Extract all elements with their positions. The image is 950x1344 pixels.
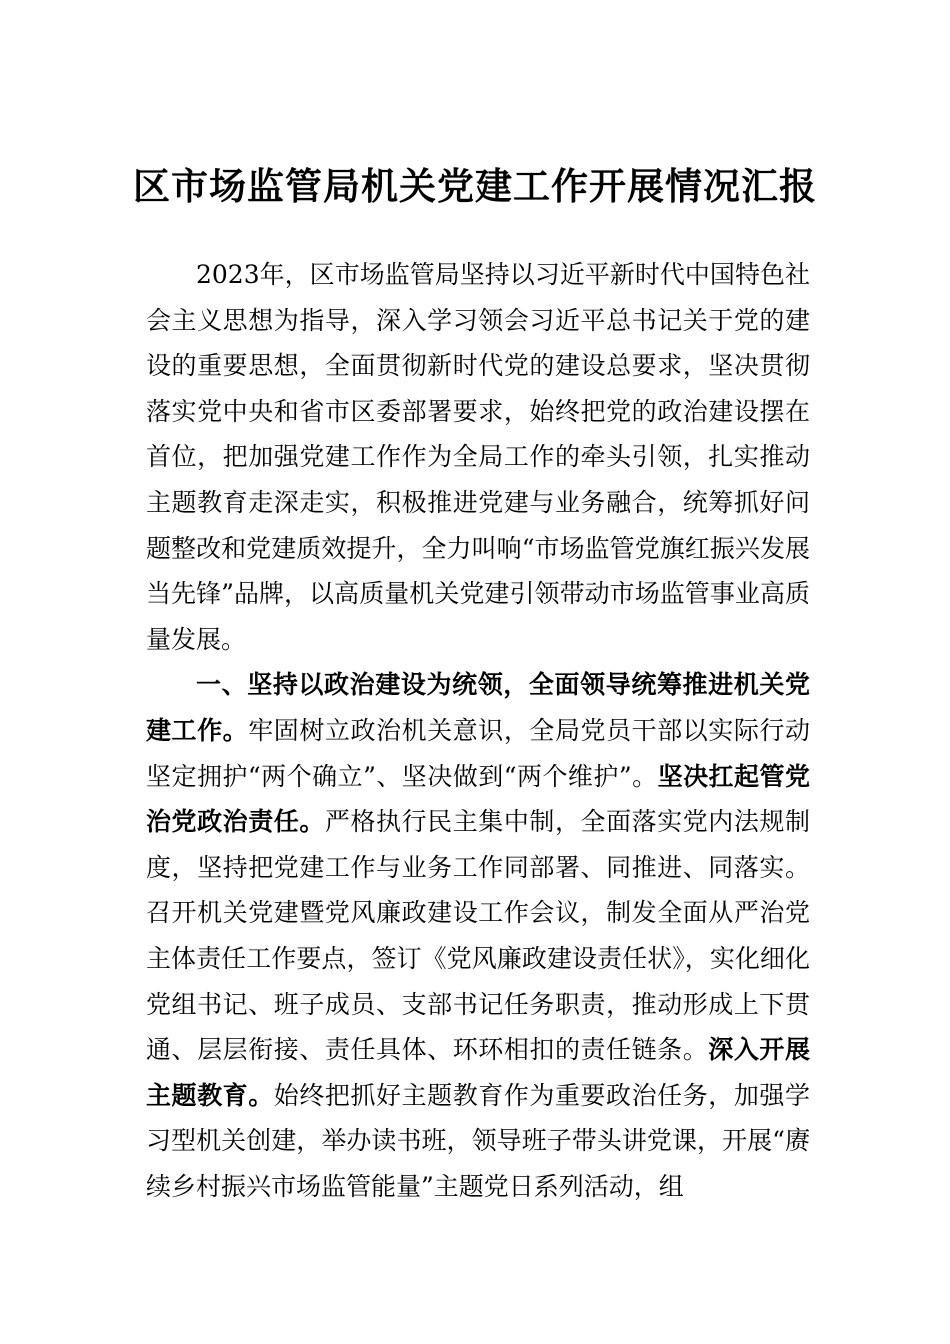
document-body xyxy=(146,252,810,1209)
section-one-heading: 一、坚持以政治建设为统领，全面领导统筹推进机关党建工作。 xyxy=(146,670,810,745)
theme-education-lead: 深入开展主题教育。 xyxy=(146,1035,810,1110)
section-one-paragraph xyxy=(146,662,810,1209)
responsibility-text: 严格执行民主集中制，全面落实党内法规制度，坚持把党建工作与业务工作同部署、同推进、同落实。召开机关党建暨党风廉政建设工作会议，制发全面从严治党主体责任工作要点，签订《党风廉政建设责任状》，实化细化党组书记、班子成员、支部书记任务职责，推动形成上下贯通、层层衔接、责任具体、环环相扣的责任链条。 xyxy=(146,807,810,1065)
intro-paragraph: 2023年，区市场监管局坚持以习近平新时代中国特色社会主义思想为指导，深入学习领会习近平总书记关于党的建设的重要思想，全面贯彻新时代党的建设总要求，坚决贯彻落实党中央和省市区委部署要求，始终把党的政治建设摆在首位，把加强党建工作作为全局工作的牵头引领，扎实推动主题教育走深走实，积极推进党建与业务融合，统筹抓好问题整改和党建质效提升，全力叫响“市场监管党旗红振兴发展当先锋”品牌，以高质量机关党建引领带动市场监管事业高质量发展。 xyxy=(146,260,810,654)
section-one-text: 牢固树立政治机关意识，全局党员干部以实际行动坚定拥护“两个确立”、坚决做到“两个维护”。 xyxy=(146,715,810,791)
document-title: 区市场监管局机关党建工作开展情况汇报 xyxy=(133,164,817,208)
responsibility-lead: 坚决扛起管党治党政治责任。 xyxy=(146,761,810,837)
theme-education-text: 始终把抓好主题教育作为重要政治任务，加强学习型机关创建，举办读书班，领导班子带头讲党课，开展“赓续乡村振兴市场监管能量”主题党日系列活动，组 xyxy=(146,1080,810,1201)
